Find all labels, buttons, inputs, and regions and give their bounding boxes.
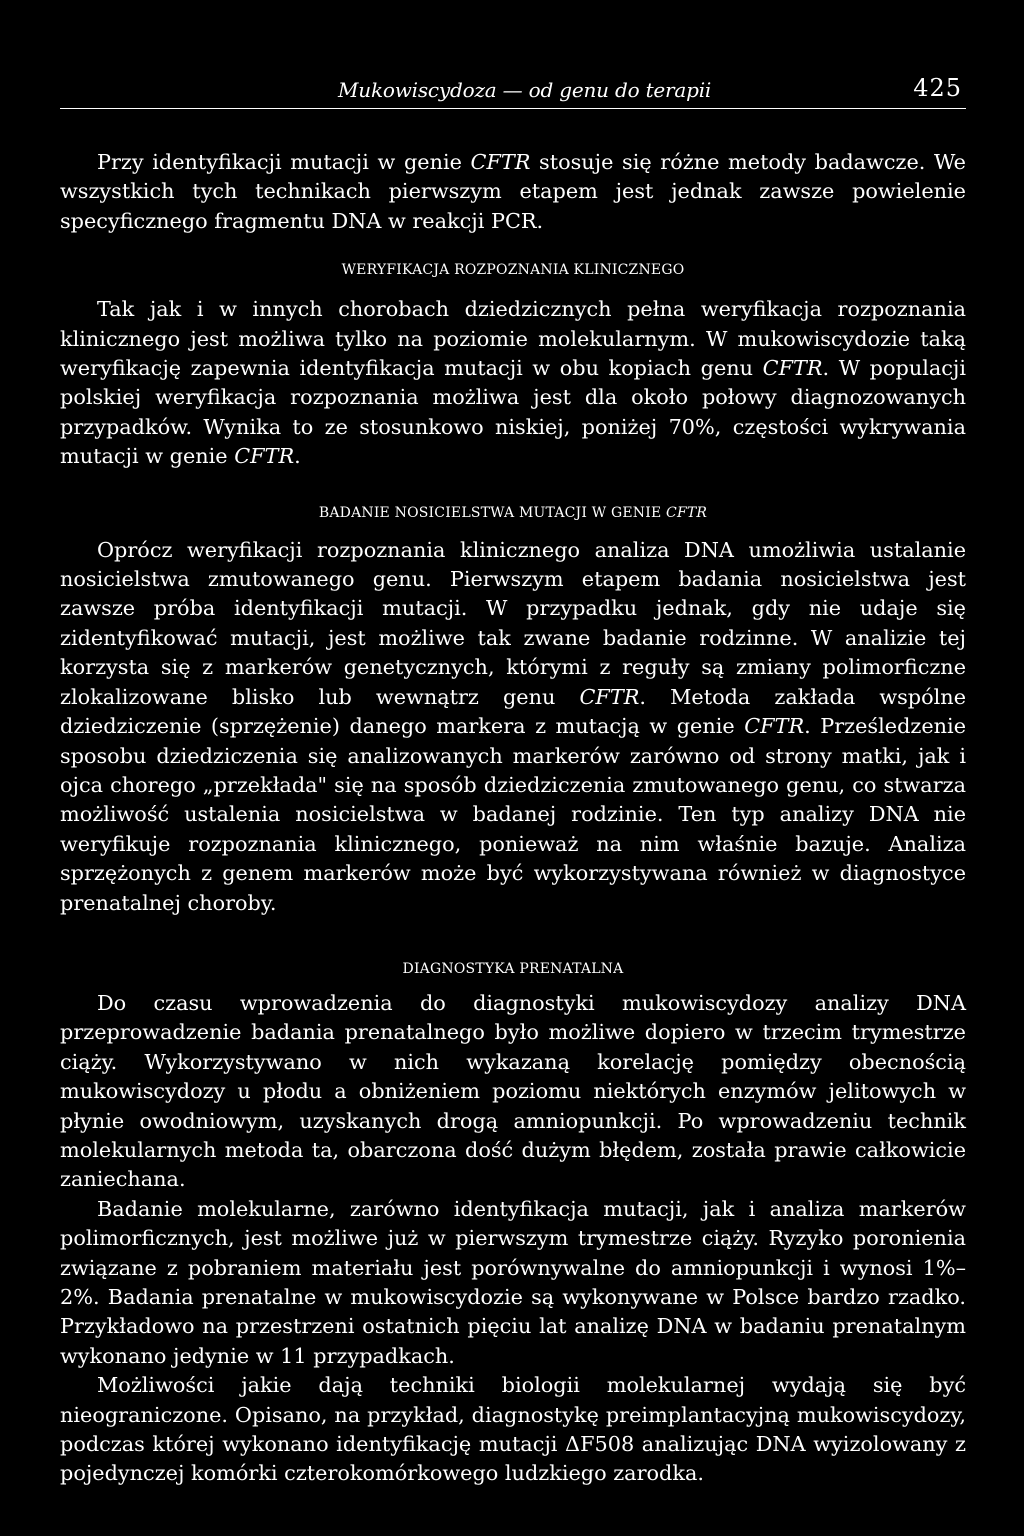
- page-number: 425: [913, 74, 962, 102]
- gene-name: CFTR: [579, 684, 640, 709]
- intro-text-b: stosuje się różne metody badawcze. We wszystkich tych technikach pierwszym etapem jest jednak zawsze powielenie specyficznego fragmentu DNA w reakcji PCR.: [60, 150, 966, 233]
- section-heading-verification: WERYFIKACJA ROZPOZNANIA KLINICZNEGO: [341, 262, 685, 279]
- verification-text-a: Tak jak i w innych chorobach dziedzicznych pełna weryfikacja rozpoznania klinicznego jest możliwa tylko na poziomie molekularnym. W mukowiscydozie taką weryfikację zapewnia identyfikacja mutacji w obu kopiach genu: [60, 297, 966, 381]
- verification-paragraph: [60, 295, 966, 471]
- carrier-text-b: . Metoda zakłada wspólne dziedziczenie (sprzężenie) danego markera z mutacją w genie: [60, 684, 966, 739]
- gene-name: CFTR: [234, 444, 295, 469]
- verification-text-b: . W populacji polskiej weryfikacja rozpoznania możliwa jest dla około połowy diagnozowanych przypadków. Wynika to ze stosunkowo niskiej, poniżej 70%, częstości wykrywania mutacji w genie: [60, 356, 967, 469]
- prenatal-paragraph-3: Możliwości jakie dają techniki biologii molekularnej wydają się być nieograniczone. Opisano, na przykład, diagnostykę preimplantacyjną mukowiscydozy, podczas której wykonano identyfikację mutacji ΔF508 analizując DNA wyizolowany z pojedynczej komórki czterokomórkowego ludzkiego zarodka.: [60, 1373, 966, 1486]
- gene-name: CFTR: [744, 714, 805, 739]
- section-heading-prenatal: DIAGNOSTYKA PRENATALNA: [402, 960, 624, 977]
- carrier-heading-text: BADANIE NOSICIELSTWA MUTACJI W GENIE: [318, 504, 667, 521]
- prenatal-paragraph-1: Do czasu wprowadzenia do diagnostyki mukowiscydozy analizy DNA przeprowadzenie badania prenatalnego było możliwe dopiero w trzecim trymestrze ciąży. Wykorzystywano w nich wykazaną korelację pomiędzy obecnością mukowiscydozy u płodu a obniżeniem poziomu niektórych enzymów jelitowych w płynie owodniowym, uzyskanych drogą amniopunkcji. Po wprowadzeniu technik molekularnych metoda ta, obarczona dość dużym błędem, została prawie całkowicie zaniechana.: [60, 990, 966, 1192]
- carrier-text-a: Oprócz weryfikacji rozpoznania klinicznego analiza DNA umożliwia ustalanie nosicielstwa zmutowanego genu. Pierwszym etapem badania nosicielstwa jest zawsze próba identyfikacji mutacji. W przypadku jednak, gdy nie udaje się zidentyfikować mutacji, jest możliwe tak zwane badanie rodzinne. W analizie tej korzysta się z markerów genetycznych, którymi z reguły są zmiany polimorficzne zlokalizowane blisko lub wewnątrz genu: [60, 537, 966, 709]
- verification-text-c: .: [294, 444, 301, 469]
- running-header: [60, 74, 966, 109]
- carrier-paragraph: [60, 536, 966, 918]
- intro-text-a: Przy identyfikacji mutacji w genie: [97, 150, 471, 174]
- prenatal-paragraph-2: Badanie molekularne, zarówno identyfikacja mutacji, jak i analiza markerów polimorficznych, jest możliwe już w pierwszym trymestrze ciąży. Ryzyko poronienia związane z pobraniem materiału jest porównywalne do amniopunkcji i wynosi 1%–2%. Badania prenatalne w mukowiscydozie są wykonywane w Polsce bardzo rzadko. Przykładowo na przestrzeni ostatnich pięciu lat analizę DNA w badaniu prenatalnym wykonano jedynie w 11 przypadkach.: [60, 1196, 966, 1368]
- intro-paragraph: [60, 148, 966, 236]
- running-title: Mukowiscydoza — od genu do terapii: [338, 78, 712, 102]
- gene-name: CFTR: [470, 150, 531, 174]
- carrier-heading-gene: CFTR: [666, 504, 708, 521]
- carrier-text-c: . Prześledzenie sposobu dziedziczenia się analizowanych markerów zarówno od strony matki, jak i ojca chorego „przekłada" się na sposób dziedziczenia zmutowanego genu, co stwarza możliwość ustalenia nosicielstwa w badanej rodzinie. Ten typ analizy DNA nie weryfikuje rozpoznania klinicznego, ponieważ na nim właśnie bazuje. Analiza sprzężonych z genem markerów może być wykorzystywana również w diagnostyce prenatalnej choroby.: [60, 714, 966, 915]
- section-heading-carrier-testing: [60, 504, 966, 522]
- gene-name: CFTR: [762, 356, 823, 381]
- document-page: [60, 74, 966, 1489]
